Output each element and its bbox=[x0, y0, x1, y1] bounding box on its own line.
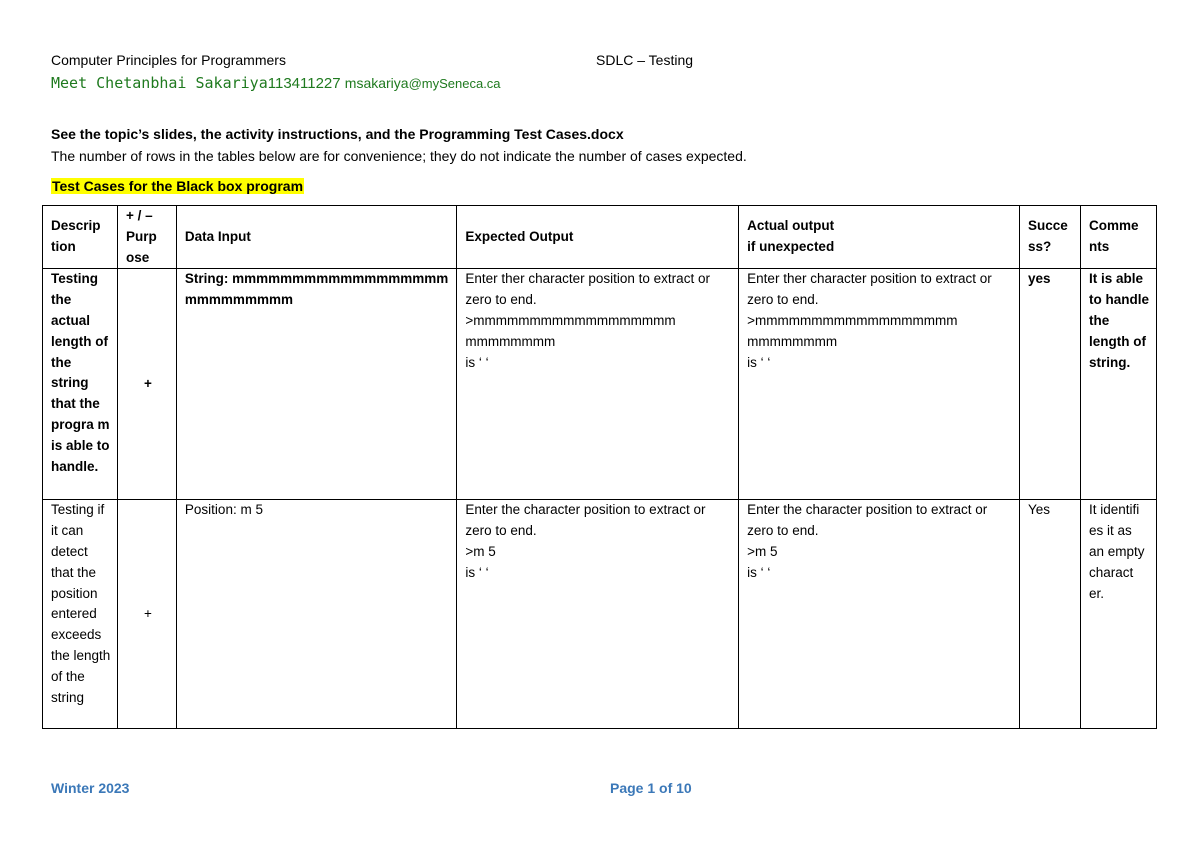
cell-actual-output: Enter the character position to extract or zero to end. >m 5 is ‘ ‘ bbox=[739, 500, 1020, 729]
cell-success: yes bbox=[1020, 269, 1081, 500]
test-cases-table bbox=[42, 205, 1157, 729]
header-success: Succe ss? bbox=[1020, 206, 1081, 269]
cell-data-input: Position: m 5 bbox=[176, 500, 456, 729]
cell-comments: It is able to handle the length of string. bbox=[1080, 269, 1156, 500]
author-line bbox=[51, 74, 501, 92]
cell-expected-output: Enter the character position to extract or zero to end. >m 5 is ‘ ‘ bbox=[457, 500, 739, 729]
cell-description: Testing the actual length of the string that the progra m is able to handle. bbox=[43, 269, 118, 500]
course-title: Computer Principles for Programmers bbox=[51, 52, 286, 68]
author-domain: @mySeneca.ca bbox=[408, 76, 501, 91]
cell-success: Yes bbox=[1020, 500, 1081, 729]
footer-term: Winter 2023 bbox=[51, 780, 130, 796]
header-purpose: + / – Purp ose bbox=[117, 206, 176, 269]
section-title: Test Cases for the Black box program bbox=[52, 178, 304, 194]
footer-page-number: Page 1 of 10 bbox=[610, 780, 692, 796]
cell-purpose: + bbox=[117, 269, 176, 500]
header-comments: Comme nts bbox=[1080, 206, 1156, 269]
instructions-heading: See the topic’s slides, the activity instructions, and the Programming Test Cases.docx bbox=[51, 126, 624, 142]
cell-description: Testing if it can detect that the position entered exceeds the length of the string bbox=[43, 500, 118, 729]
instructions-note: The number of rows in the tables below are for convenience; they do not indicate the number of cases expected. bbox=[51, 148, 747, 164]
header-description: Descrip tion bbox=[43, 206, 118, 269]
topic-title: SDLC – Testing bbox=[596, 52, 694, 68]
header-actual-output: Actual output if unexpected bbox=[739, 206, 1020, 269]
header-expected-output: Expected Output bbox=[457, 206, 739, 269]
cell-expected-output: Enter ther character position to extract or zero to end. >mmmmmmmmmmmmmmmmmm mmmmmmmm is ‘ ‘ bbox=[457, 269, 739, 500]
table-row bbox=[43, 269, 1157, 500]
author-name: Meet Chetanbhai Sakariya bbox=[51, 74, 268, 92]
table-row bbox=[43, 500, 1157, 729]
cell-comments: It identifi es it as an empty charact er. bbox=[1080, 500, 1156, 729]
author-id: 113411227 bbox=[267, 75, 341, 92]
cell-purpose: + bbox=[117, 500, 176, 729]
header-data-input: Data Input bbox=[176, 206, 456, 269]
cell-actual-output: Enter ther character position to extract or zero to end. >mmmmmmmmmmmmmmmmmm mmmmmmmm is ‘ ‘ bbox=[739, 269, 1020, 500]
table-header-row bbox=[43, 206, 1157, 269]
cell-data-input: String: mmmmmmmmmmmmmmmmmmmmmmmmmmm bbox=[176, 269, 456, 500]
author-username: msakariya bbox=[344, 75, 409, 91]
